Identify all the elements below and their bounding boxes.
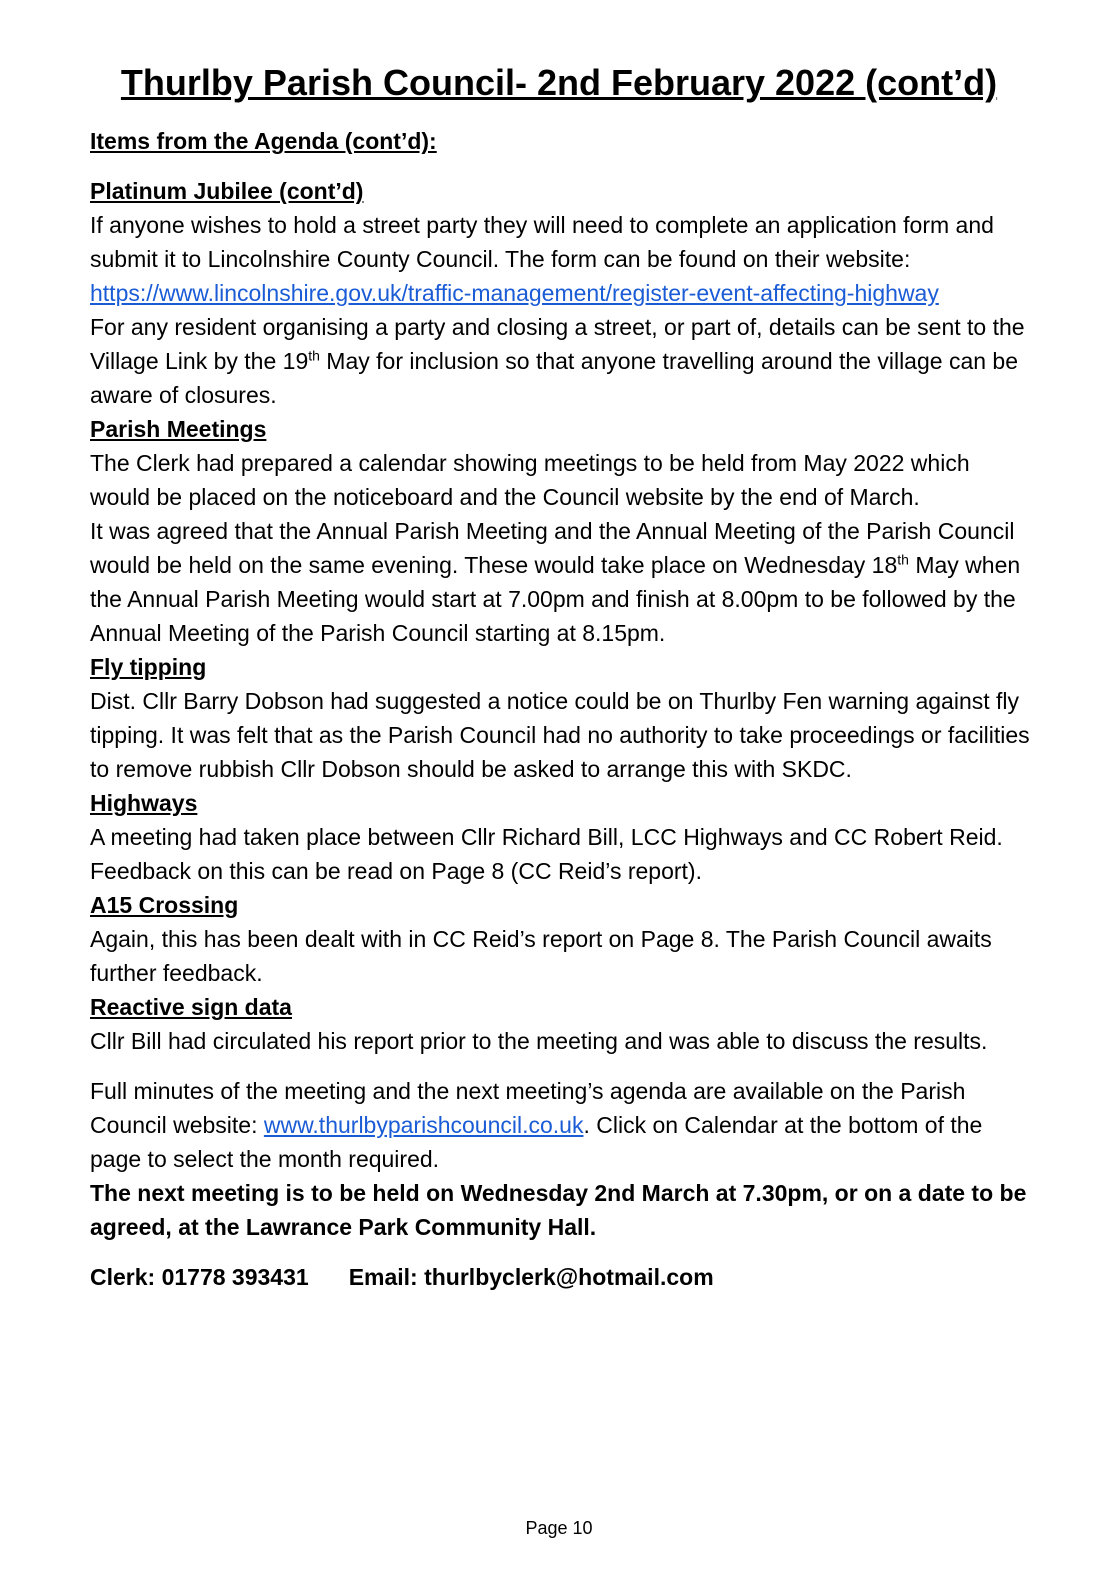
section-highways <box>90 786 1030 888</box>
next-meeting-notice: The next meeting is to be held on Wednesday 2nd March at 7.30pm, or on a date to be agreed, at the Lawrance Park Community Hall. <box>90 1180 1027 1240</box>
meetings-calendar-text: The Clerk had prepared a calendar showing meetings to be held from May 2022 which would be placed on the noticeboard and the Council website by the end of March. <box>90 450 970 510</box>
section-heading-jubilee: Platinum Jubilee (cont’d) <box>90 178 364 204</box>
agenda-heading: Items from the Agenda (cont’d): <box>90 128 437 154</box>
page-title: Thurlby Parish Council- 2nd February 2022 (cont’d) <box>120 62 998 103</box>
footer-minutes-text: Full minutes of the meeting and the next meeting’s agenda are available on the Parish Council website: www.thurlbyparishcouncil.co.uk. Click on Calendar at the bottom of the page to select the month required. <box>90 1078 983 1172</box>
section-reactive-sign <box>90 990 1030 1058</box>
minutes-content <box>90 124 1030 1294</box>
parish-website-link[interactable]: www.thurlbyparishcouncil.co.uk <box>263 1112 584 1138</box>
fly-tipping-text: Dist. Cllr Barry Dobson had suggested a notice could be on Thurlby Fen warning against fly tipping. It was felt that as the Parish Council had no authority to take proceedings or facilities to remove rubbish Cllr Dobson should be asked to arrange this with SKDC. <box>90 688 1030 782</box>
meetings-annual-text: It was agreed that the Annual Parish Meeting and the Annual Meeting of the Parish Council would be held on the same evening. These would take place on Wednesday 18th May when the Annual Parish Meeting would start at 7.00pm and finish at 8.00pm to be followed by the Annual Meeting of the Parish Council starting at 8.15pm. <box>90 518 1021 646</box>
highways-text: A meeting had taken place between Cllr Richard Bill, LCC Highways and CC Robert Reid. Feedback on this can be read on Page 8 (CC Reid’s report). <box>90 824 1003 884</box>
section-platinum-jubilee <box>90 174 1030 412</box>
section-heading-parish-meetings: Parish Meetings <box>90 416 267 442</box>
clerk-email: Email: thurlbyclerk@hotmail.com <box>348 1264 714 1290</box>
section-fly-tipping <box>90 650 1030 786</box>
section-a15-crossing <box>90 888 1030 990</box>
section-heading-a15: A15 Crossing <box>90 892 239 918</box>
contact-line <box>90 1260 1030 1294</box>
section-parish-meetings <box>90 412 1030 650</box>
section-heading-highways: Highways <box>90 790 198 816</box>
lincolnshire-event-link[interactable]: https://www.lincolnshire.gov.uk/traffic-management/register-event-affecting-highway <box>90 280 939 306</box>
section-heading-fly-tipping: Fly tipping <box>90 654 207 680</box>
section-heading-reactive-sign: Reactive sign data <box>90 994 292 1020</box>
page-number: Page 10 <box>525 1518 593 1538</box>
a15-text: Again, this has been dealt with in CC Reid’s report on Page 8. The Parish Council awaits further feedback. <box>90 926 992 986</box>
jubilee-text: If anyone wishes to hold a street party they will need to complete an application form and submit it to Lincolnshire County Council. The form can be found on their website: <box>90 212 994 272</box>
reactive-sign-text: Cllr Bill had circulated his report prior to the meeting and was able to discuss the results. <box>90 1028 988 1054</box>
jubilee-village-link-text: For any resident organising a party and closing a street, or part of, details can be sent to the Village Link by the 19th May for inclusion so that anyone travelling around the village can be aware of closures. <box>90 314 1025 408</box>
clerk-phone: Clerk: 01778 393431 <box>90 1264 309 1290</box>
